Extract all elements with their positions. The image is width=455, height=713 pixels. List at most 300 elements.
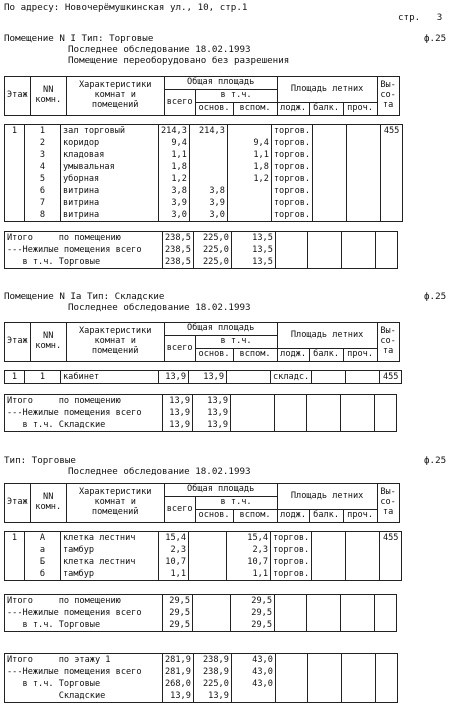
cell (189, 137, 227, 149)
cell: торгов. (271, 161, 312, 173)
cell: 1 (5, 532, 25, 545)
total-value: 281,9 (163, 654, 194, 667)
s2-title: Помещение N Ia Тип: Складские (4, 291, 165, 302)
cell: а (25, 544, 61, 556)
col-other: проч. (343, 103, 377, 116)
s2-form: ф.25 (424, 291, 447, 302)
cell: 8 (25, 209, 61, 222)
cell (275, 595, 307, 608)
cell: клетка лестнич (61, 532, 159, 545)
s3-survey: Последнее обследование 18.02.1993 (68, 466, 251, 477)
table-row (5, 532, 402, 545)
total-value: 268,0 (163, 678, 194, 690)
total-value (193, 595, 231, 608)
col-characteristics: Характеристики комнат и помещений (66, 484, 164, 523)
cell (275, 407, 307, 419)
cell: умывальная (61, 161, 159, 173)
cell: 1,1 (227, 149, 271, 161)
total-label: Итого по помещению (5, 395, 163, 408)
total-value: 13,5 (231, 256, 275, 269)
cell: 2,3 (227, 544, 271, 556)
cell: 3,8 (159, 185, 190, 197)
total-label: Итого по этажу 1 (5, 654, 163, 667)
cell (189, 568, 227, 581)
cell: 3,9 (159, 197, 190, 209)
cell (189, 532, 227, 545)
cell: торгов. (271, 137, 312, 149)
cell (307, 395, 341, 408)
table-row (5, 185, 403, 197)
cell (312, 556, 346, 568)
cell (341, 232, 375, 245)
cell: 13,9 (159, 371, 189, 384)
cell (375, 678, 397, 690)
total-label: ---Нежилые помещения всего (5, 244, 163, 256)
s1-note: Помещение переоборудовано без разрешения (68, 55, 290, 66)
cell: тамбур (61, 568, 159, 581)
cell: тамбур (61, 544, 159, 556)
col-total-area: Общая площадь (164, 323, 277, 336)
total-row (5, 407, 397, 419)
s3-form: ф.25 (424, 455, 447, 466)
total-value: 13,5 (231, 232, 275, 245)
total-value: 225,0 (193, 244, 231, 256)
cell: 455 (380, 532, 402, 545)
cell (313, 209, 347, 222)
s2-survey: Последнее обследование 18.02.1993 (68, 302, 251, 313)
total-value: 13,9 (193, 407, 231, 419)
cell (275, 395, 307, 408)
total-value: 13,9 (193, 690, 231, 703)
cell (341, 678, 375, 690)
table-row (5, 371, 402, 384)
table-row (5, 568, 402, 581)
cell (381, 161, 403, 173)
cell (275, 256, 307, 269)
col-total-area: Общая площадь (164, 484, 277, 497)
total-label: в т.ч. Торговые (5, 678, 163, 690)
cell (307, 678, 341, 690)
cell (347, 185, 381, 197)
col-balcony: балк. (309, 349, 343, 362)
col-balcony: балк. (309, 510, 343, 523)
col-incl: в т.ч. (195, 336, 277, 349)
total-value (231, 395, 275, 408)
cell (5, 161, 25, 173)
cell (380, 556, 402, 568)
cell (312, 371, 346, 384)
cell: зал торговый (61, 125, 159, 138)
cell: 1,8 (159, 161, 190, 173)
total-value: 238,9 (193, 666, 231, 678)
cell: 1,2 (159, 173, 190, 185)
cell: торгов. (271, 173, 312, 185)
cell: 9,4 (159, 137, 190, 149)
col-nn: NN комн. (30, 77, 66, 116)
cell (227, 125, 271, 138)
col-main: основ. (195, 349, 233, 362)
cell: 9,4 (227, 137, 271, 149)
cell (375, 244, 397, 256)
cell (312, 568, 346, 581)
cell (275, 419, 307, 432)
cell (381, 197, 403, 209)
col-incl: в т.ч. (195, 90, 277, 103)
cell (375, 607, 397, 619)
total-row (5, 395, 397, 408)
cell: 13,9 (189, 371, 227, 384)
cell (375, 666, 397, 678)
cell (347, 125, 381, 138)
cell (313, 137, 347, 149)
cell (227, 197, 271, 209)
col-characteristics: Характеристики комнат и помещений (66, 323, 164, 362)
total-label: ---Нежилые помещения всего (5, 666, 163, 678)
col-other: проч. (343, 510, 377, 523)
total-value: 29,5 (231, 607, 275, 619)
cell (381, 149, 403, 161)
cell: 5 (25, 173, 61, 185)
cell (341, 619, 375, 632)
cell (375, 654, 397, 667)
cell: кабинет (61, 371, 159, 384)
cell (313, 161, 347, 173)
cell: уборная (61, 173, 159, 185)
cell (5, 173, 25, 185)
cell (375, 595, 397, 608)
total-value: 13,9 (163, 690, 194, 703)
col-height: Вы- со- та (377, 77, 399, 116)
cell: 15,4 (227, 532, 271, 545)
cell: А (25, 532, 61, 545)
cell: 2 (25, 137, 61, 149)
cell: 3,9 (189, 197, 227, 209)
cell (5, 544, 25, 556)
cell (313, 125, 347, 138)
cell (313, 149, 347, 161)
cell (307, 407, 341, 419)
cell (381, 185, 403, 197)
s1-form: ф.25 (424, 33, 447, 44)
col-floor: Этаж (5, 484, 31, 523)
cell: торгов. (271, 185, 312, 197)
cell (341, 690, 375, 703)
cell (347, 149, 381, 161)
cell: б (25, 568, 61, 581)
cell (347, 209, 381, 222)
total-row (5, 256, 398, 269)
cell: 3,0 (159, 209, 190, 222)
total-row (5, 654, 398, 667)
cell (341, 395, 375, 408)
col-all: всего (164, 90, 195, 116)
cell: 1,1 (159, 568, 189, 581)
col-characteristics: Характеристики комнат и помещений (66, 77, 164, 116)
cell (375, 419, 397, 432)
address-line: По адресу: Новочерёмушкинская ул., 10, стр.1 (4, 2, 248, 13)
total-value: 238,5 (163, 244, 194, 256)
total-value: 43,0 (231, 654, 275, 667)
cell: торгов. (271, 544, 312, 556)
cell (227, 209, 271, 222)
total-value: 13,9 (163, 395, 193, 408)
cell (347, 161, 381, 173)
total-row (5, 690, 398, 703)
cell: 10,7 (159, 556, 189, 568)
page-number: стр. 3 (398, 12, 443, 23)
cell: 1,8 (227, 161, 271, 173)
cell: витрина (61, 209, 159, 222)
total-label: в т.ч. Торговые (5, 619, 163, 632)
cell: 214,3 (159, 125, 190, 138)
total-label: Складские (5, 690, 163, 703)
s1-title: Помещение N I Тип: Торговые (4, 33, 154, 44)
cell (347, 173, 381, 185)
cell (341, 256, 375, 269)
total-row (5, 607, 397, 619)
cell: торгов. (271, 556, 312, 568)
cell (375, 395, 397, 408)
cell (5, 197, 25, 209)
total-value: 13,5 (231, 244, 275, 256)
total-row (5, 666, 398, 678)
cell: 3,0 (189, 209, 227, 222)
cell: торгов. (271, 149, 312, 161)
total-row (5, 619, 397, 632)
cell (189, 173, 227, 185)
cell: 4 (25, 161, 61, 173)
total-value: 238,9 (193, 654, 231, 667)
col-aux: вспом. (233, 510, 277, 523)
total-label: Итого по помещению (5, 232, 163, 245)
cell (275, 244, 307, 256)
cell: торгов. (271, 197, 312, 209)
total-value: 225,0 (193, 256, 231, 269)
total-label: в т.ч. Торговые (5, 256, 163, 269)
table-row (5, 137, 403, 149)
cell (313, 173, 347, 185)
total-value: 29,5 (163, 595, 193, 608)
cell (341, 419, 375, 432)
col-floor: Этаж (5, 77, 31, 116)
total-value (231, 407, 275, 419)
s1-survey: Последнее обследование 18.02.1993 (68, 44, 251, 55)
cell (275, 690, 307, 703)
cell: 7 (25, 197, 61, 209)
cell (307, 666, 341, 678)
col-loggia: лодж. (277, 103, 309, 116)
cell: торгов. (271, 568, 312, 581)
cell (381, 137, 403, 149)
cell (346, 532, 380, 545)
total-row (5, 244, 398, 256)
cell: 3 (25, 149, 61, 161)
cell (312, 544, 346, 556)
cell (341, 666, 375, 678)
total-row (5, 678, 398, 690)
cell (375, 232, 397, 245)
cell: торгов. (271, 532, 312, 545)
col-main: основ. (195, 103, 233, 116)
cell (341, 407, 375, 419)
total-value: 13,9 (163, 419, 193, 432)
cell (275, 678, 307, 690)
cell: 6 (25, 185, 61, 197)
cell (307, 232, 341, 245)
col-summer-area: Площадь летних (277, 77, 377, 103)
cell (189, 149, 227, 161)
total-value: 29,5 (231, 595, 275, 608)
cell (5, 568, 25, 581)
col-summer-area: Площадь летних (277, 323, 377, 349)
cell (307, 419, 341, 432)
cell (189, 544, 227, 556)
cell (5, 149, 25, 161)
col-loggia: лодж. (277, 349, 309, 362)
cell: 10,7 (227, 556, 271, 568)
total-value: 281,9 (163, 666, 194, 678)
cell (275, 654, 307, 667)
cell (5, 137, 25, 149)
total-value: 225,0 (193, 232, 231, 245)
cell (5, 209, 25, 222)
cell (346, 556, 380, 568)
table-row (5, 556, 402, 568)
cell (346, 371, 380, 384)
cell (341, 595, 375, 608)
cell: 15,4 (159, 532, 189, 545)
total-value (193, 607, 231, 619)
table-row (5, 173, 403, 185)
table-row (5, 149, 403, 161)
cell: 2,3 (159, 544, 189, 556)
total-value (193, 619, 231, 632)
col-balcony: балк. (309, 103, 343, 116)
cell (5, 185, 25, 197)
cell (380, 568, 402, 581)
cell: Б (25, 556, 61, 568)
cell (341, 607, 375, 619)
cell (313, 185, 347, 197)
cell (307, 690, 341, 703)
cell: кладовая (61, 149, 159, 161)
cell (189, 556, 227, 568)
cell: торгов. (271, 209, 312, 222)
cell (375, 256, 397, 269)
col-nn: NN комн. (30, 484, 66, 523)
col-height: Вы- со- та (377, 323, 399, 362)
col-all: всего (164, 497, 195, 523)
total-value: 13,9 (163, 407, 193, 419)
total-row (5, 419, 397, 432)
table-row (5, 544, 402, 556)
total-value: 13,9 (193, 419, 231, 432)
cell (375, 407, 397, 419)
total-label: Итого по помещению (5, 595, 163, 608)
total-label: ---Нежилые помещения всего (5, 607, 163, 619)
cell (189, 161, 227, 173)
total-value (231, 419, 275, 432)
cell: 3,8 (189, 185, 227, 197)
cell (307, 607, 341, 619)
cell (312, 532, 346, 545)
total-value: 13,9 (193, 395, 231, 408)
cell: витрина (61, 197, 159, 209)
cell: складс. (271, 371, 312, 384)
col-total-area: Общая площадь (164, 77, 277, 90)
col-aux: вспом. (233, 349, 277, 362)
total-value: 225,0 (193, 678, 231, 690)
cell (307, 595, 341, 608)
table-row (5, 161, 403, 173)
cell: 455 (381, 125, 403, 138)
cell (341, 244, 375, 256)
col-main: основ. (195, 510, 233, 523)
total-label: ---Нежилые помещения всего (5, 407, 163, 419)
cell: торгов. (271, 125, 312, 138)
col-aux: вспом. (233, 103, 277, 116)
cell (275, 619, 307, 632)
cell (347, 197, 381, 209)
s3-title: Тип: Торговые (4, 455, 76, 466)
total-value: 29,5 (163, 607, 193, 619)
cell (380, 544, 402, 556)
cell (275, 666, 307, 678)
total-value: 29,5 (231, 619, 275, 632)
col-floor: Этаж (5, 323, 31, 362)
cell (307, 619, 341, 632)
cell (313, 197, 347, 209)
cell: 1,2 (227, 173, 271, 185)
col-all: всего (164, 336, 195, 362)
cell (5, 556, 25, 568)
total-label: в т.ч. Складские (5, 419, 163, 432)
cell (307, 244, 341, 256)
total-value: 238,5 (163, 256, 194, 269)
col-summer-area: Площадь летних (277, 484, 377, 510)
cell (347, 137, 381, 149)
cell (346, 568, 380, 581)
total-value: 43,0 (231, 666, 275, 678)
cell (307, 256, 341, 269)
cell (307, 654, 341, 667)
cell: 1,1 (159, 149, 190, 161)
cell: 1 (5, 371, 25, 384)
cell (227, 371, 271, 384)
col-loggia: лодж. (277, 510, 309, 523)
col-other: проч. (343, 349, 377, 362)
cell: 1 (5, 125, 25, 138)
cell (227, 185, 271, 197)
table-row (5, 197, 403, 209)
cell: коридор (61, 137, 159, 149)
cell: 1 (25, 371, 61, 384)
cell (381, 173, 403, 185)
cell (275, 607, 307, 619)
col-height: Вы- со- та (377, 484, 399, 523)
cell: 455 (380, 371, 402, 384)
table-row (5, 125, 403, 138)
cell (275, 232, 307, 245)
cell: 1 (25, 125, 61, 138)
cell (381, 209, 403, 222)
cell: витрина (61, 185, 159, 197)
total-value: 238,5 (163, 232, 194, 245)
total-value: 29,5 (163, 619, 193, 632)
cell: клетка лестнич (61, 556, 159, 568)
total-row (5, 232, 398, 245)
cell: 1,1 (227, 568, 271, 581)
